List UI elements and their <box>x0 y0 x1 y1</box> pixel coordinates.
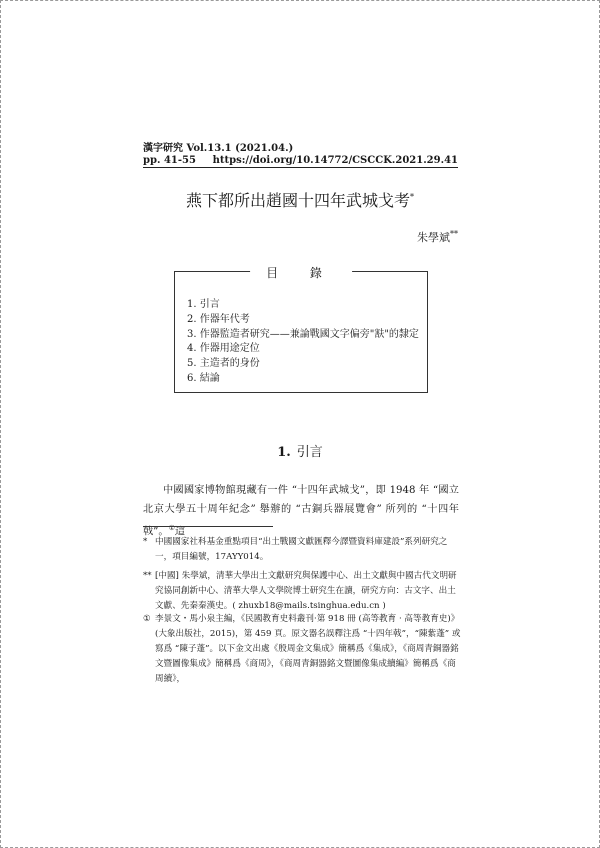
toc-item[interactable]: 1. 引言 <box>187 299 220 310</box>
footnote-text: 中國國家社科基金重點項目“出土戰國文獻匯釋今譯暨資料庫建設”系列研究之一，項目編號，17AYY014。 <box>155 537 448 562</box>
article-title-text: 燕下都所出趙國十四年武城戈考 <box>185 191 410 210</box>
author-footnote-mark: ** <box>450 229 458 239</box>
footnote-mark: * <box>143 537 148 547</box>
header-rule <box>143 167 458 168</box>
article-title <box>0 188 600 211</box>
toc-item[interactable]: 6. 結論 <box>187 372 220 384</box>
paragraph-text: 中國國家博物館現藏有一件 “十四年武城戈”，即 1948 年 “國立北京大學五十周年紀念” 舉辦的 “古銅兵器展覽會” 所列的 “十四年戟”。 <box>143 485 459 538</box>
paragraph-tail: 這 <box>174 526 186 538</box>
footnote-text: 李景文・馬小泉主編，《民國教育史料叢刊·第 918 冊 (高等教育 · 高等教育史)》(大象出版社，2015)，第 459 頁。原文器名誤釋注爲 “十四年戟”，“陳紫蓬” 或寫爲 “陳子蓬”。以下金文出處《殷周金文集成》簡稱爲《集成》，《商周青銅器銘文暨圖像集成》簡稱爲《商周》，《商周青銅器銘文暨圖像集成續編》簡稱爲《商周續》， <box>155 614 461 684</box>
title-footnote-mark: * <box>410 192 414 202</box>
toc-item[interactable]: 3. 作器監造者研究——兼論戰國文字偏旁"㝬"的隸定 <box>187 328 419 340</box>
footnote <box>143 569 461 614</box>
body-paragraph <box>143 482 459 542</box>
footnote-ref[interactable]: ① <box>168 524 175 532</box>
footnote-rule <box>143 526 273 527</box>
footnote <box>143 535 461 565</box>
author-name <box>417 229 458 245</box>
footnote-text: [中國] 朱學斌，清華大學出土文獻研究與保護中心、出土文獻與中國古代文明研究協同創新中心、清華大學人文學院博士研究生在讀，研究方向：古文字、出土文獻、先秦秦漢史。( zhuxb18@mails.tsinghua.edu.cn ) <box>155 571 457 611</box>
section-number: 1. <box>277 445 291 460</box>
toc-item[interactable]: 5. 主造者的身份 <box>187 358 260 370</box>
page-range: pp. 41-55 <box>143 155 196 166</box>
footnote-mark: ① <box>143 614 151 624</box>
footnote <box>143 612 461 687</box>
table-of-contents <box>174 266 428 393</box>
section-title: 引言 <box>296 445 323 460</box>
section-heading <box>0 441 600 460</box>
toc-item[interactable]: 4. 作器用途定位 <box>187 343 260 355</box>
toc-list <box>187 298 419 387</box>
footnote-mark: ** <box>143 571 152 581</box>
toc-heading: 目 錄 <box>250 264 352 281</box>
author-name-text: 朱學斌 <box>417 231 450 244</box>
toc-item[interactable]: 2. 作器年代考 <box>187 313 250 325</box>
doi-link[interactable]: https://doi.org/10.14772/CSCCK.2021.29.41 <box>212 155 458 166</box>
journal-header: 漢字研究 Vol.13.1 (2021.04.) <box>143 143 294 154</box>
